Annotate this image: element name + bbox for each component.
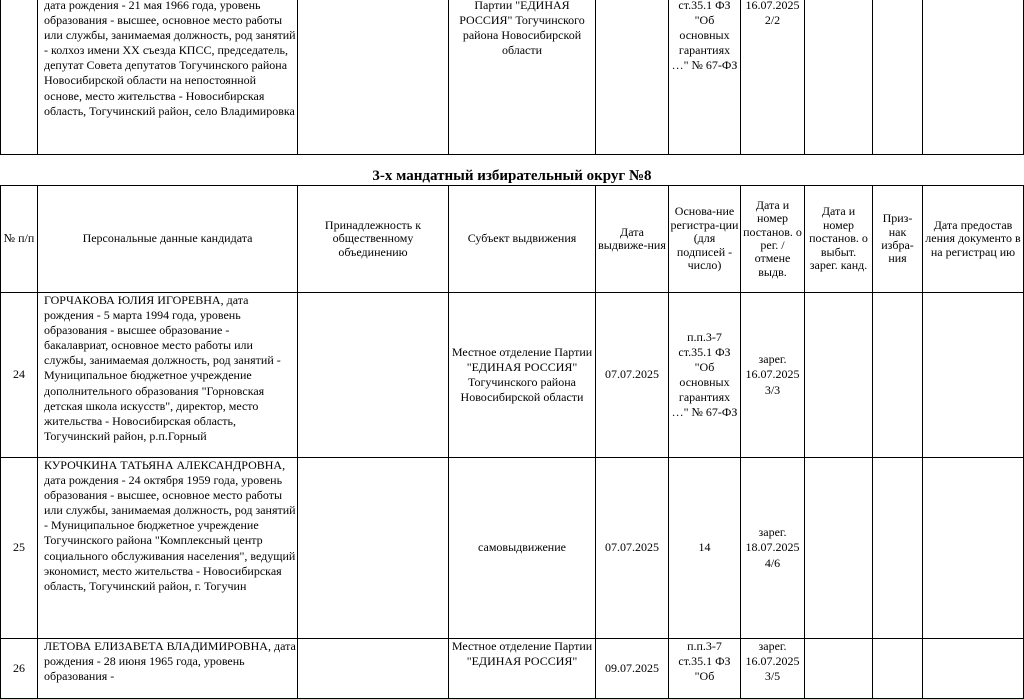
- table-row: [1, 639, 1024, 699]
- header-subject: Субъект выдвижения: [449, 186, 596, 293]
- cell-subject: Местное отделение Партии "ЕДИНАЯ РОССИЯ": [449, 639, 596, 699]
- cell-personal: КУРОЧКИНА ТАТЬЯНА АЛЕКСАНДРОВНА, дата рождения - 24 октября 1959 года, уровень образования - высшее, основное место работы или службы, занимаемая должность, род занятий - Муниципальное бюджетное учреждение Тогучинского района "Комплексный центр социального обслуживания населения", ведущий экономист, место жительства - Новосибирская область, Тогучинский район, г. Тогучин: [38, 458, 298, 639]
- cell-docs: [923, 458, 1024, 639]
- cell-date: [596, 0, 669, 154]
- cell-personal: ЛЕТОВА ЕЛИЗАВЕТА ВЛАДИМИРОВНА, дата рождения - 28 июня 1965 года, уровень образования -: [38, 639, 298, 699]
- header-basis: Основа-ние регистра-ции (для подписей - число): [669, 186, 741, 293]
- cell-basis: п.п.3-7 ст.35.1 ФЗ "Об основных гарантиях …" № 67-ФЗ: [669, 293, 741, 458]
- cell-cancel: [805, 0, 873, 154]
- table-row: [1, 458, 1024, 639]
- candidates-table: [0, 185, 1024, 699]
- cell-cancel: [805, 639, 873, 699]
- cell-affiliation: [298, 458, 449, 639]
- cell-cancel: [805, 293, 873, 458]
- table-header-row: [1, 186, 1024, 293]
- header-affiliation: Принадлежность к общественному объединению: [298, 186, 449, 293]
- cell-personal: дата рождения - 21 мая 1966 года, уровень образования - высшее, основное место работы или службы, занимаемая должность, род занятий - колхоз имени XX съезда КПСС, председатель, депутат Совета депутатов Тогучинского района Новосибирской области на непостоянной основе, место жительства - Новосибирская область, Тогучинский район, село Владимировка: [38, 0, 298, 154]
- cell-sign: [873, 458, 923, 639]
- cell-date: 07.07.2025: [596, 458, 669, 639]
- cell-num: [1, 0, 38, 154]
- cell-sign: [873, 639, 923, 699]
- cell-reg: зарег. 18.07.2025 4/6: [741, 458, 805, 639]
- header-docs: Дата предостав ления документо в на регистрац ию: [923, 186, 1024, 293]
- header-num: № п/п: [1, 186, 38, 293]
- cell-basis: п.п.3-7 ст.35.1 ФЗ "Об: [669, 639, 741, 699]
- cell-reg: зарег. 16.07.2025 3/5: [741, 639, 805, 699]
- header-personal: Персональные данные кандидата: [38, 186, 298, 293]
- cell-docs: [923, 0, 1024, 154]
- cell-sign: [873, 0, 923, 154]
- cell-num: 24: [1, 293, 38, 458]
- cell-date: 09.07.2025: [596, 639, 669, 699]
- cell-reg: 16.07.2025 2/2: [741, 0, 805, 154]
- cell-num: 26: [1, 639, 38, 699]
- previous-district-table: [0, 0, 1024, 155]
- cell-sign: [873, 293, 923, 458]
- cell-cancel: [805, 458, 873, 639]
- district-title: 3-х мандатный избирательный округ №8: [372, 168, 652, 184]
- table-row: [1, 0, 1024, 154]
- cell-docs: [923, 293, 1024, 458]
- cell-basis: 14: [669, 458, 741, 639]
- cell-basis: ст.35.1 ФЗ "Об основных гарантиях …" № 67-ФЗ: [669, 0, 741, 154]
- cell-subject: самовыдвижение: [449, 458, 596, 639]
- cell-reg: зарег. 16.07.2025 3/3: [741, 293, 805, 458]
- header-sign: Приз-нак избра-ния: [873, 186, 923, 293]
- cell-subject: Партии "ЕДИНАЯ РОССИЯ" Тогучинского района Новосибирской области: [449, 0, 596, 154]
- table-row: [1, 293, 1024, 458]
- cell-affiliation: [298, 293, 449, 458]
- header-cancel: Дата и номер постанов. о выбыт. зарег. канд.: [805, 186, 873, 293]
- cell-affiliation: [298, 0, 449, 154]
- cell-num: 25: [1, 458, 38, 639]
- header-reg: Дата и номер постанов. о рег. / отмене выдв.: [741, 186, 805, 293]
- cell-date: 07.07.2025: [596, 293, 669, 458]
- cell-personal: ГОРЧАКОВА ЮЛИЯ ИГОРЕВНА, дата рождения - 5 марта 1994 года, уровень образования - высшее образование - бакалавриат, основное место работы или службы, занимаемая должность, род занятий - Муниципальное бюджетное учреждение дополнительного образования "Горновская детская школа искусств", директор, место жительства - Новосибирская область, Тогучинский район, р.п.Горный: [38, 293, 298, 458]
- cell-subject: Местное отделение Партии "ЕДИНАЯ РОССИЯ" Тогучинского района Новосибирской области: [449, 293, 596, 458]
- cell-affiliation: [298, 639, 449, 699]
- header-date: Дата выдвиже-ния: [596, 186, 669, 293]
- cell-docs: [923, 639, 1024, 699]
